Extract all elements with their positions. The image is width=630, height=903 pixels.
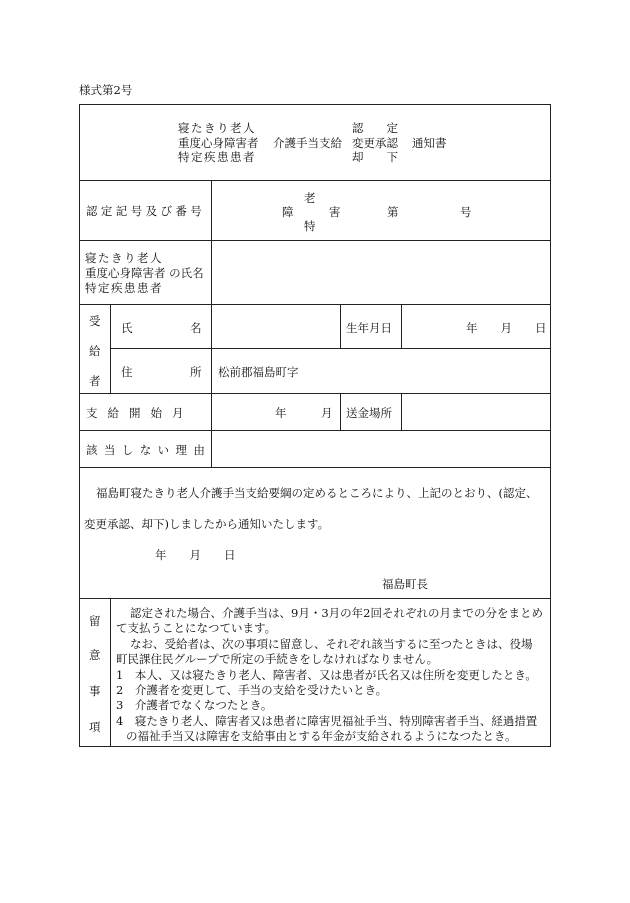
birth-date-label: 生年月日: [346, 321, 392, 335]
cert-type-patient: 特: [304, 219, 316, 233]
not-applicable-reason-label: 該当しない理由: [86, 443, 212, 457]
recipient-name-label: 氏 名: [121, 321, 202, 335]
header-middle: 介護手当支給: [273, 136, 342, 150]
cert-type-gai: 害: [329, 205, 341, 219]
note-line-1: 認定された場合、介護手当は、9月・3月の年2回それぞれの月までの分をまとめ: [130, 606, 543, 620]
header-decision-change: 変更承認: [352, 135, 398, 150]
notes-side-2: 意: [89, 648, 101, 662]
note-line-2: て支払うことになつています。: [116, 621, 277, 635]
notice-issuer: 福島町長: [382, 577, 428, 591]
notice-line-2: 変更承認、却下)しましたから通知いたします。: [84, 517, 330, 531]
header-decision-approve: 認 定: [352, 121, 398, 135]
notice-date: 年 月 日: [155, 548, 236, 562]
note-item-1: 1 本人、又は寝たきり老人、障害者、又は患者が氏名又は住所を変更したとき。: [116, 668, 537, 682]
name-of-disabled: 重度心身障害者 の氏名: [85, 266, 204, 280]
cert-go: 号: [460, 205, 472, 219]
header-subject-disabled: 重度心身障害者: [178, 135, 259, 150]
form-number-label: 様式第2号: [79, 83, 133, 97]
start-month-label: 支給開始月: [86, 406, 194, 420]
recipient-address-label: 住 所: [121, 365, 202, 379]
cert-number-label: 認定記号及び番号: [86, 204, 206, 218]
header-decisions: [352, 121, 398, 165]
name-of-label: [85, 251, 204, 296]
note-line-3: なお、受給者は、次の事項に留意し、それぞれ該当するに至つたときは、役場: [130, 637, 533, 651]
notes-side-1: 留: [89, 614, 101, 628]
cert-dai: 第: [387, 205, 399, 219]
notes-side-4: 項: [89, 720, 101, 734]
recipient-side-3: 者: [89, 374, 101, 388]
header-decision-reject: 却 下: [352, 150, 398, 164]
header-subjects: [178, 121, 259, 165]
notes-side-3: 事: [89, 684, 101, 698]
name-of-elderly: 寝たきり老人: [85, 251, 163, 265]
notice-line-1: 福島町寝たきり老人介護手当支給要綱の定めるところにより、上記のとおり、(認定、: [96, 486, 538, 500]
note-line-4: 町民課住民グループで所定の手続きをしなければなりません。: [116, 652, 439, 666]
note-item-4-cont: の福祉手当又は障害を支給事由とする年金が支給されるようになつたとき。: [126, 729, 517, 743]
recipient-side-1: 受: [89, 314, 101, 328]
cert-type-elderly: 老: [304, 191, 316, 205]
note-item-4: 4 寝たきり老人、障害者又は患者に障害児福祉手当、特別障害者手当、経過措置: [116, 714, 538, 728]
header-subject-elderly: 寝たきり老人: [178, 121, 256, 135]
header-suffix: 通知書: [412, 136, 447, 150]
recipient-side-2: 給: [89, 344, 101, 358]
note-item-2: 2 介護者を変更して、手当の支給を受けたいとき。: [116, 683, 388, 697]
recipient-address-value: 松前郡福島町字: [218, 365, 299, 379]
remit-place-label: 送金場所: [346, 406, 392, 420]
cert-type-disabled: 障: [282, 205, 294, 219]
birth-date-value: 年 月 日: [466, 321, 547, 335]
start-month-value: 年 月: [275, 406, 333, 420]
name-of-patient: 特定疾患患者: [85, 281, 163, 295]
header-subject-patient: 特定疾患患者: [178, 150, 256, 164]
note-item-3: 3 介護者でなくなつたとき。: [116, 698, 273, 712]
